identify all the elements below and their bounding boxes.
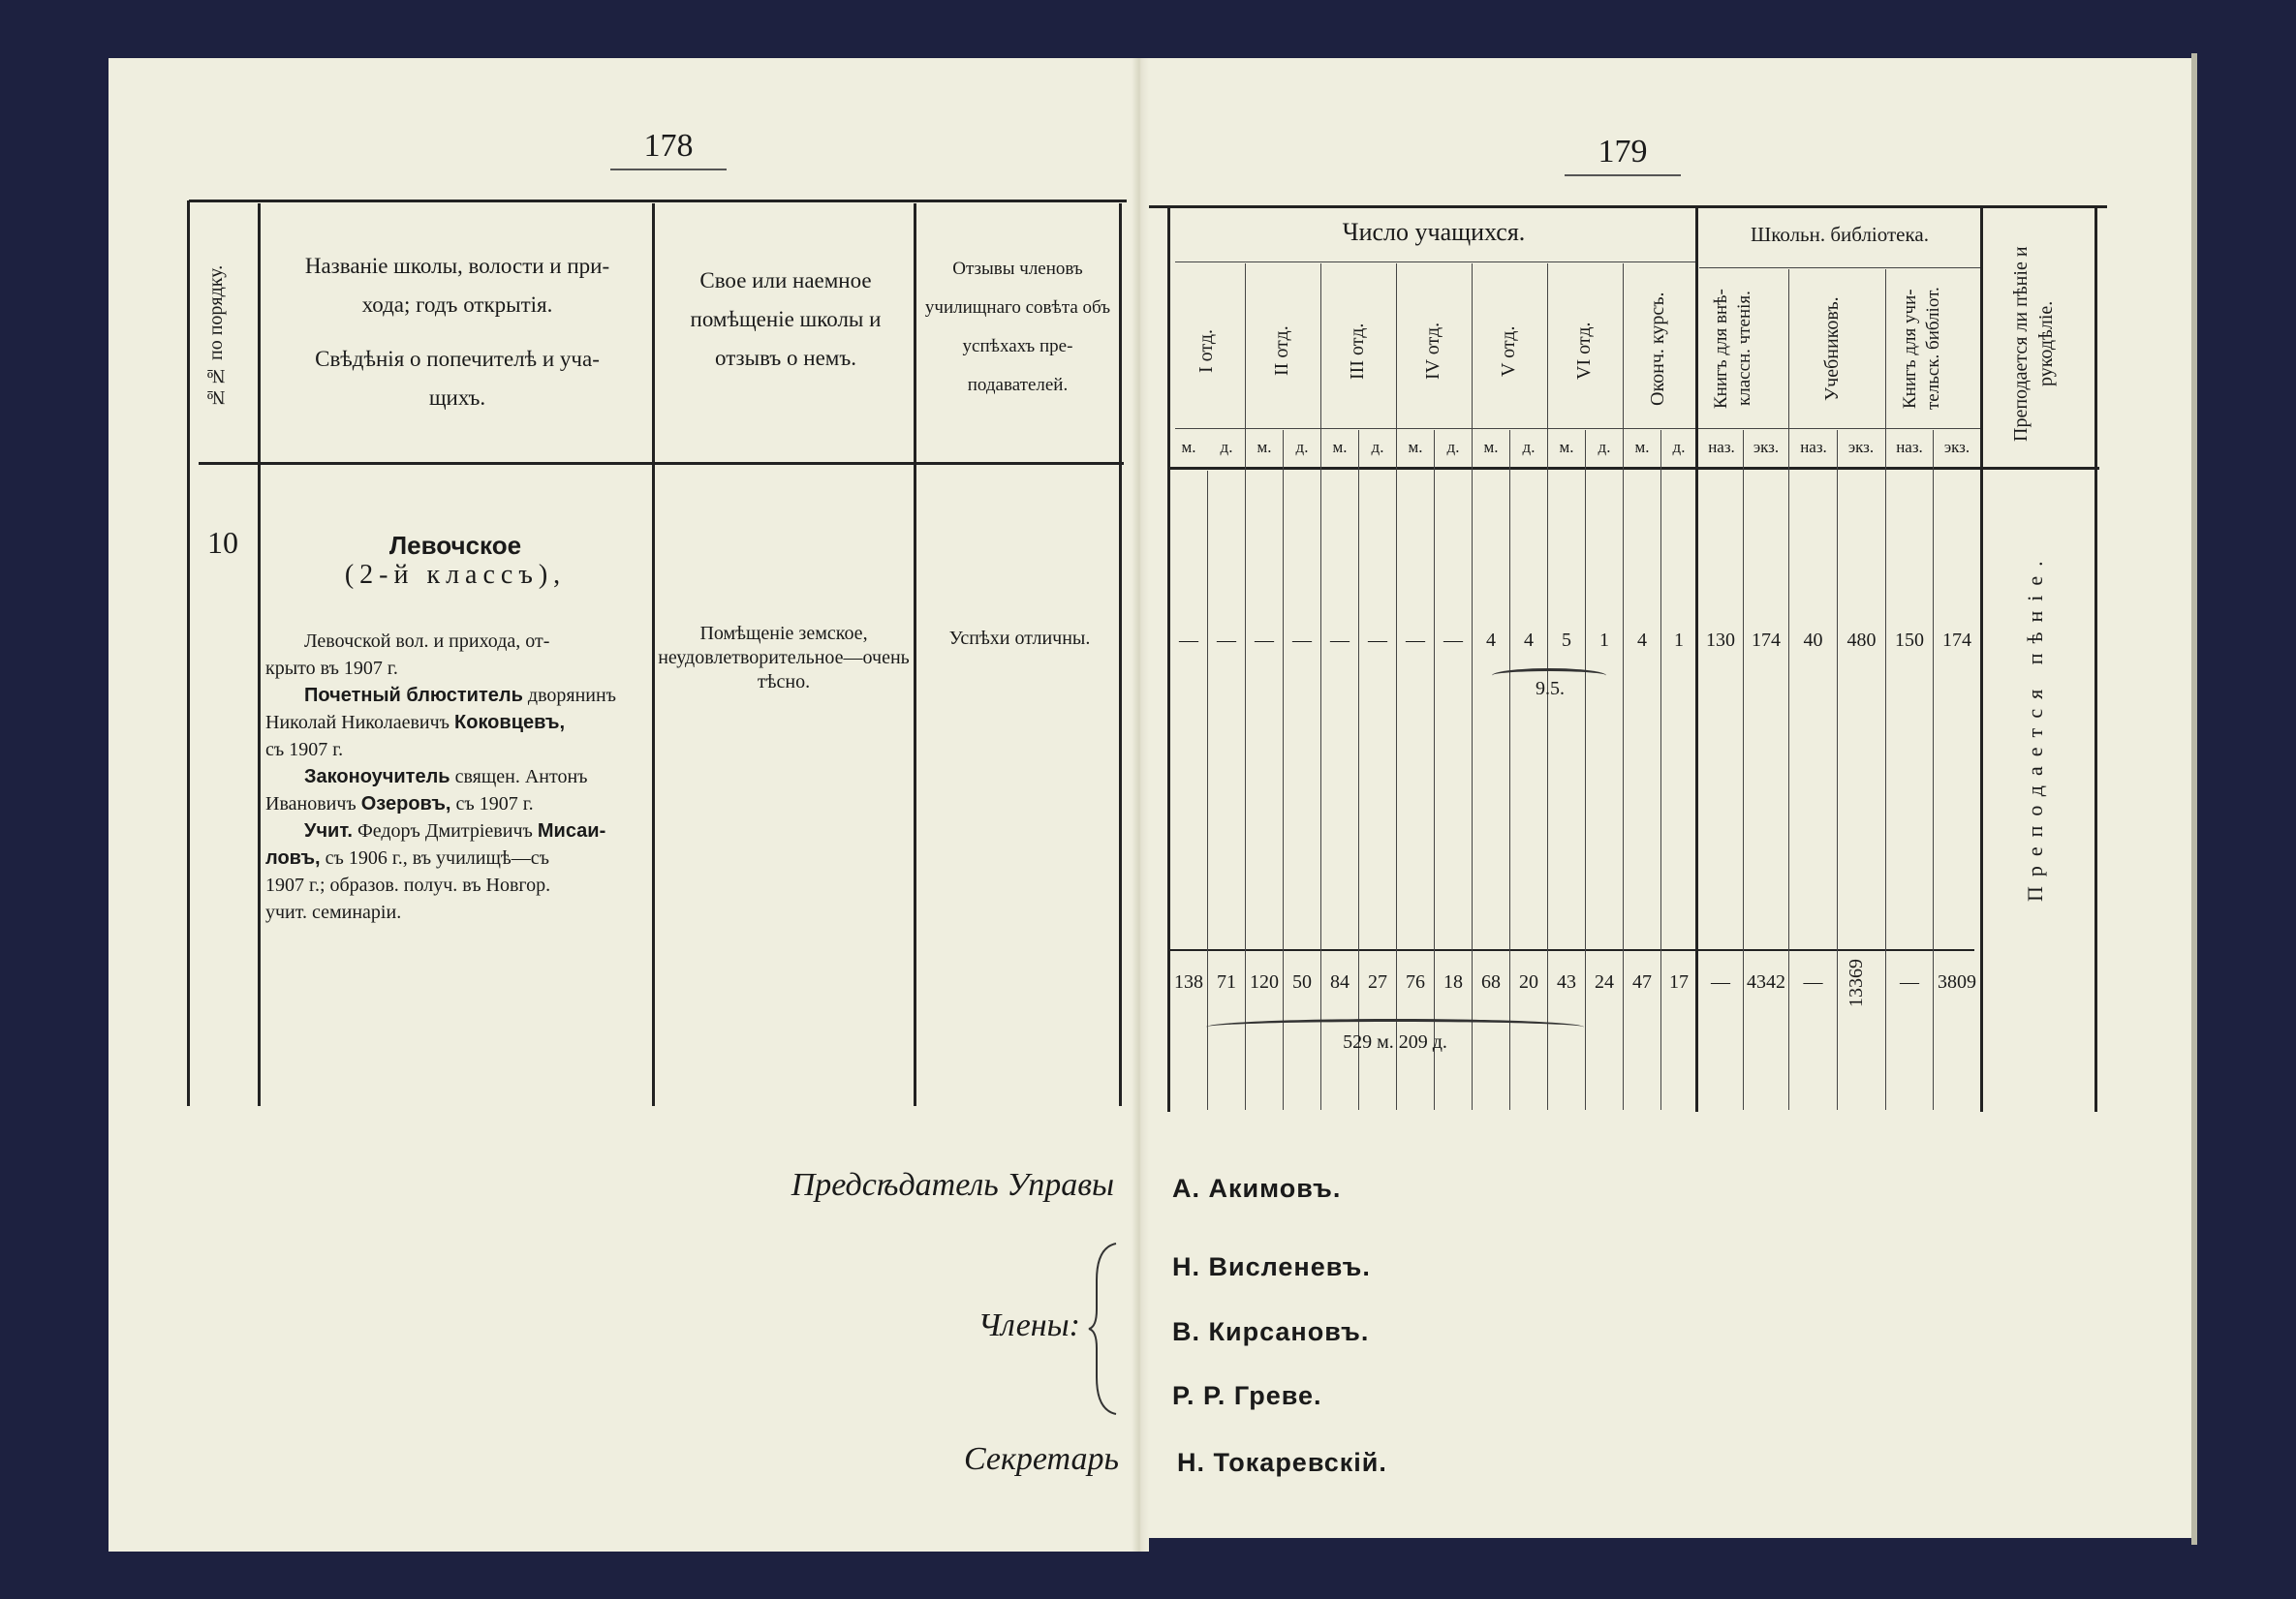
grid-line: [1283, 430, 1284, 1110]
teacher-title: Учит.: [304, 820, 353, 842]
dept-2-header: II отд.: [1271, 325, 1292, 377]
students-title: Число учащихся.: [1342, 218, 1526, 246]
value-cell: 174: [1942, 630, 1971, 651]
left-col-divider: [914, 203, 916, 1106]
copies-marker: экз.: [1943, 438, 1970, 456]
header-name-col: [264, 247, 651, 417]
left-table-border: [187, 200, 190, 1106]
left-page-number: 178: [610, 128, 727, 170]
teacher-surname: ловъ,: [265, 847, 321, 869]
right-col-divider: [1980, 206, 1983, 1112]
total-cell: 43: [1557, 971, 1576, 993]
left-col-divider: [1119, 203, 1122, 1106]
value-cell: 40: [1803, 630, 1823, 651]
law-teacher-title: Законоучитель: [304, 766, 450, 787]
female-marker: д.: [1522, 438, 1536, 456]
title-count-marker: наз.: [1800, 438, 1827, 456]
grid-line: [1743, 430, 1744, 1110]
total-cell: 50: [1292, 971, 1312, 993]
title-count-marker: наз.: [1896, 438, 1923, 456]
teacher-surname: Мисаи-: [537, 820, 606, 842]
male-marker: м.: [1257, 438, 1272, 456]
dept-1-header: I отд.: [1195, 328, 1217, 374]
total-cell: 20: [1519, 971, 1538, 993]
female-marker: д.: [1371, 438, 1384, 456]
chair-name: А. Акимовъ.: [1172, 1174, 1342, 1203]
book-spine: [1132, 58, 1149, 1552]
value-cell: 130: [1706, 630, 1735, 651]
total-cell: —: [1900, 971, 1919, 993]
total-cell: 71: [1217, 971, 1236, 993]
male-marker: м.: [1408, 438, 1423, 456]
trustee-surname: Коковцевъ,: [454, 712, 566, 733]
totals-caption: 529 м. 209 д.: [1343, 1031, 1447, 1053]
detail-line: Левочской вол. и прихода, от-: [304, 630, 550, 652]
library-subrule: [1699, 267, 1981, 268]
members-label: Члены:: [977, 1307, 1080, 1343]
teacher-name: Федоръ Дмитріевичъ: [352, 820, 538, 842]
grid-line: [1358, 430, 1359, 1110]
school-name: Левочское: [388, 531, 522, 560]
value-cell: —: [1406, 630, 1425, 651]
dept-6-header: VI отд.: [1573, 322, 1595, 381]
value-cell: 1: [1674, 630, 1684, 651]
entry-number: 10: [207, 525, 238, 560]
dept-3-header: III отд.: [1347, 323, 1368, 380]
total-cell: 47: [1632, 971, 1652, 993]
premises-text: Помѣщеніе земское, неудовлетворительное—очень тѣсно.: [658, 623, 910, 692]
total-cell: 120: [1250, 971, 1279, 993]
detail-line: съ 1907 г.: [265, 739, 344, 760]
header-premises-col: Свое или наемное помѣщеніе школы и отзывъ о немъ.: [690, 268, 882, 370]
value-cell: —: [1330, 630, 1350, 651]
value-cell: —: [1217, 630, 1236, 651]
total-cell: 138: [1174, 971, 1203, 993]
trustee-name: Николай Николаевичъ: [265, 712, 455, 733]
value-cell: —: [1368, 630, 1387, 651]
value-cell: 174: [1752, 630, 1781, 651]
header-name-line: щихъ.: [428, 385, 486, 410]
detail-line: крыто въ 1907 г.: [265, 658, 398, 679]
male-marker: м.: [1559, 438, 1574, 456]
singing-value: Преподается пѣніе.: [2023, 551, 2047, 902]
lib-extra-header: Книгъ для внѣ-классн. чтенія.: [1711, 289, 1754, 409]
chair-label: Предсѣдатель Управы: [791, 1167, 1114, 1203]
total-cell: 76: [1406, 971, 1425, 993]
right-table-top-rule: [1149, 205, 2107, 208]
totals-rule: [1170, 949, 1974, 951]
title-count-marker: наз.: [1708, 438, 1735, 456]
law-teacher-rank: священ. Антонъ: [450, 766, 588, 787]
value-cell: 5: [1562, 630, 1571, 651]
value-cell: 4: [1486, 630, 1496, 651]
library-title: Школьн. библіотека.: [1751, 223, 1929, 246]
members-brace: [1087, 1242, 1126, 1416]
copies-marker: экз.: [1847, 438, 1875, 456]
grid-line: [1434, 430, 1435, 1110]
trustee-title: Почетный блюститель: [304, 685, 523, 706]
grid-line: [1207, 471, 1208, 1110]
member-name: Н. Висленевъ.: [1172, 1252, 1371, 1281]
value-cell: —: [1443, 630, 1463, 651]
secretary-name: Н. Токаревскій.: [1177, 1448, 1387, 1477]
page-edge: [2191, 53, 2197, 1545]
gender-subrule: [1175, 428, 1981, 429]
header-name-line: хода; годъ открытія.: [361, 292, 553, 317]
male-marker: м.: [1634, 438, 1650, 456]
law-teacher-name: Ивановичъ: [265, 793, 361, 815]
lib-teacher-header: Книгъ для учи-тельск. библіот.: [1900, 287, 1943, 411]
right-header-rule: [1167, 467, 2099, 470]
total-cell: 13369: [1846, 959, 1867, 1007]
member-name: Р. Р. Греве.: [1172, 1381, 1322, 1410]
left-col-divider: [258, 203, 261, 1106]
school-details: [265, 628, 648, 926]
detail-line: 1907 г.; образов. получ. въ Новгор.: [265, 875, 551, 896]
row-sum: 9.5.: [1536, 678, 1565, 699]
grid-line: [1933, 430, 1934, 1110]
header-name-line: Свѣдѣнія о попечителѣ и уча-: [315, 347, 600, 371]
singing-header: Преподается ли пѣніе и рукодѣліе.: [2010, 246, 2057, 442]
value-cell: —: [1255, 630, 1274, 651]
total-cell: 4342: [1747, 971, 1785, 993]
value-cell: —: [1179, 630, 1198, 651]
students-subrule: [1175, 261, 1696, 262]
lib-textbooks-header: Учебниковъ.: [1821, 296, 1843, 401]
member-name: В. Кирсановъ.: [1172, 1317, 1370, 1346]
female-marker: д.: [1598, 438, 1611, 456]
female-marker: д.: [1672, 438, 1686, 456]
right-page-number: 179: [1565, 134, 1681, 176]
dept-5-header: V отд.: [1498, 325, 1519, 377]
total-cell: —: [1711, 971, 1730, 993]
total-cell: 27: [1368, 971, 1387, 993]
grid-line: [1660, 430, 1661, 1110]
law-teacher-year: съ 1907 г.: [450, 793, 534, 815]
header-name-line: Названіе школы, волости и при-: [304, 254, 610, 278]
total-cell: 84: [1330, 971, 1350, 993]
grid-line: [1837, 430, 1838, 1110]
left-header-rule: [199, 462, 1124, 465]
total-cell: 3809: [1938, 971, 1976, 993]
female-marker: д.: [1220, 438, 1233, 456]
grid-line: [1585, 430, 1586, 1110]
copies-marker: экз.: [1753, 438, 1780, 456]
value-cell: 150: [1895, 630, 1924, 651]
total-cell: —: [1803, 971, 1823, 993]
value-cell: —: [1292, 630, 1312, 651]
male-marker: м.: [1483, 438, 1499, 456]
value-cell: 4: [1637, 630, 1647, 651]
detail-line: съ 1906 г., въ училищѣ—съ: [320, 847, 549, 869]
total-cell: 18: [1443, 971, 1463, 993]
female-marker: д.: [1446, 438, 1460, 456]
total-cell: 17: [1669, 971, 1689, 993]
total-cell: 68: [1481, 971, 1501, 993]
header-reviews-col: Отзывы членовъ училищнаго совѣта объ успѣхахъ пре-подавателей.: [924, 259, 1111, 395]
law-teacher-surname: Озеровъ,: [360, 793, 451, 815]
value-cell: 1: [1599, 630, 1609, 651]
female-marker: д.: [1295, 438, 1309, 456]
male-marker: м.: [1181, 438, 1196, 456]
header-number-col: №№ по порядку.: [205, 264, 227, 409]
dept-4-header: IV отд.: [1422, 322, 1443, 381]
value-cell: 4: [1524, 630, 1534, 651]
value-cell: 480: [1846, 630, 1877, 651]
trustee-rank: дворянинъ: [522, 685, 617, 706]
left-col-divider: [652, 203, 655, 1106]
left-table-top-rule: [189, 200, 1127, 202]
grid-line: [1509, 430, 1510, 1110]
final-course-header: Оконч. курсъ.: [1647, 292, 1668, 406]
male-marker: м.: [1332, 438, 1348, 456]
review-text: Успѣхи отличны.: [948, 628, 1091, 649]
detail-line: учит. семинаріи.: [265, 902, 402, 923]
total-cell: 24: [1595, 971, 1614, 993]
secretary-label: Секретарь: [964, 1441, 1119, 1477]
right-table-border: [2094, 206, 2097, 1112]
school-class: (2-й классъ),: [344, 560, 567, 590]
